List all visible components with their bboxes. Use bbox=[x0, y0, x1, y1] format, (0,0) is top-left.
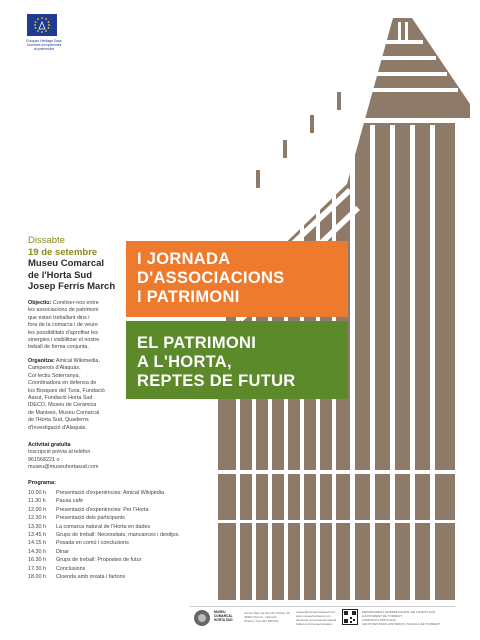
organizers-line: IDECO, Museu de Ceràmica bbox=[28, 402, 97, 409]
program-item bbox=[28, 565, 180, 573]
subtitle-line: REPTES DE FUTUR bbox=[137, 372, 296, 390]
program-item bbox=[28, 573, 180, 581]
objective-line: treball de forma conjunta. bbox=[28, 344, 89, 351]
organizers-line: Assut, Fundació Horta Sud bbox=[28, 395, 93, 402]
objective-line: sinergies i visibilitzar el nostre bbox=[28, 337, 100, 344]
program-activity: Pausa café bbox=[56, 498, 83, 505]
program-item bbox=[28, 556, 180, 564]
program-item bbox=[28, 497, 180, 505]
organizers-line: los Bosques del Turia, Fundació bbox=[28, 387, 105, 394]
title-banner bbox=[126, 241, 348, 317]
footer-web bbox=[296, 610, 336, 626]
venue-line: Josep Ferrís March bbox=[28, 281, 116, 292]
subtitle-line: EL PATRIMONI bbox=[137, 334, 257, 352]
organizers-line: Col·lectiu Soterranya, bbox=[28, 372, 80, 379]
address-line: Telèfon / Fax 961 568 221 bbox=[244, 619, 279, 623]
program-time: 12.30 h bbox=[28, 515, 46, 522]
qr-code-icon bbox=[342, 609, 358, 625]
program-item bbox=[28, 523, 180, 531]
program-time: 14.30 h bbox=[28, 548, 46, 555]
footer-museum-name bbox=[214, 611, 233, 622]
program-item bbox=[28, 506, 180, 514]
program-item bbox=[28, 539, 180, 547]
program-time: 16.30 h bbox=[28, 557, 46, 564]
program-time: 18.00 h bbox=[28, 574, 46, 581]
organizers-line: d'Investigació d'Alaquàs. bbox=[28, 424, 87, 431]
objective-line: les possibilitats d'aprofitar les bbox=[28, 329, 98, 336]
program-item bbox=[28, 548, 180, 556]
museum-name-line: MUSEU bbox=[214, 610, 226, 614]
organizers-line: Camperols d'Alaquàs, bbox=[28, 365, 81, 372]
program-item bbox=[28, 489, 180, 497]
event-venue bbox=[28, 258, 115, 293]
program-time: 10.00 h bbox=[28, 490, 46, 496]
footer-organizations bbox=[362, 610, 440, 626]
program-activity: Grups de treball: Necessitats, mancances i desitjos. bbox=[56, 532, 180, 539]
footer-address bbox=[244, 611, 290, 623]
museum-name-line: COMARCAL bbox=[214, 613, 233, 618]
title-line: D'ASSOCIACIONS bbox=[137, 269, 285, 287]
program-time: 14.15 h bbox=[28, 540, 46, 547]
organizers-label: Organitza: bbox=[28, 358, 55, 364]
address-line: Carrer Mare de Déu de l'Olivar, 30 bbox=[244, 611, 290, 615]
organizers-line: de l'Horta Sud, Quaderns bbox=[28, 417, 89, 424]
heritage-days-line: du patrimoine bbox=[33, 47, 55, 52]
registration-line: Inscripció prèvia al telèfon bbox=[28, 449, 91, 456]
title-line: I JORNADA bbox=[137, 250, 231, 268]
organizers-text: Amical Wikimedia, bbox=[54, 358, 100, 364]
program-list bbox=[28, 489, 180, 581]
objective-line: les associacions de patrimoni bbox=[28, 307, 99, 314]
registration-section bbox=[28, 442, 148, 472]
web-line: twitter.com/museuhortasud bbox=[296, 622, 332, 626]
registration-email: museu@museuhortasud.com bbox=[28, 464, 99, 471]
program-time: 13.30 h bbox=[28, 523, 46, 530]
heritage-days-line: Journées européennes bbox=[26, 43, 62, 48]
web-line: www.museuhortasud.com bbox=[296, 614, 331, 618]
registration-phone: 961568221 o bbox=[28, 456, 60, 463]
org-line: GRUP D'ESTUDIS HISTÒRICS I SOCIALS DE TORRENT bbox=[362, 622, 441, 626]
heritage-days-line: Europan Heritage Days bbox=[26, 39, 62, 43]
program-title: Programa: bbox=[28, 480, 56, 486]
subtitle-banner bbox=[126, 321, 348, 399]
venue-line: Museu Comarcal bbox=[28, 258, 105, 269]
address-line: 46960 Torrent · València bbox=[244, 615, 277, 619]
event-day: Dissabte bbox=[28, 235, 65, 246]
objective-line: fora de la comarca i de veure bbox=[28, 322, 98, 329]
registration-label-text: Activitat gratuïta bbox=[28, 442, 71, 448]
organizers-line: de Manises, Museu Comarcal bbox=[28, 409, 100, 416]
title-banner-text bbox=[137, 250, 284, 307]
museum-name-line: HORTA SUD bbox=[214, 617, 233, 622]
heritage-days-logo bbox=[24, 14, 64, 52]
program-item bbox=[28, 514, 180, 522]
program-activity: Posada en comú i conclusions bbox=[56, 540, 129, 547]
program-activity: Conclusions bbox=[56, 565, 86, 572]
program-item bbox=[28, 531, 180, 539]
heritage-days-text bbox=[24, 39, 64, 52]
org-line: DEPARTAMENT INTERMUNICIPAL DE L'HORTA SUD bbox=[362, 610, 436, 614]
venue-line: de l'Horta Sud bbox=[28, 269, 93, 281]
title-line: I PATRIMONI bbox=[137, 288, 240, 306]
program-time: 12.00 h bbox=[28, 506, 46, 513]
objective-line: que estan treballant dins i bbox=[28, 314, 90, 321]
org-line: AJUNTAMENT DE TORRENT bbox=[362, 614, 403, 618]
footer-divider bbox=[190, 606, 455, 607]
program-activity: Grups de treball: Propostes de futur bbox=[56, 557, 142, 564]
objective-label: Objectiu: bbox=[28, 300, 52, 306]
registration-label bbox=[28, 442, 148, 449]
program-activity: La comarca natural de l'Horta en dades bbox=[56, 523, 151, 530]
program-activity: Presentació d'experiències: Per l'Horta bbox=[56, 506, 149, 513]
eu-flag-icon bbox=[27, 14, 57, 36]
program-time: 17.30 h bbox=[28, 565, 46, 572]
program-activity: Cloenda amb orxata i fartons bbox=[56, 574, 126, 581]
organizers-line: Coordinadora en defensa de bbox=[28, 380, 97, 387]
org-line: FUNDACIÓ HORTA SUD bbox=[362, 618, 396, 622]
museum-logo-icon bbox=[194, 610, 210, 626]
program-time: 13.45 h bbox=[28, 532, 46, 539]
web-line: facebook.com/museuhortasud bbox=[296, 618, 337, 622]
program-activity: Presentació dels participants bbox=[56, 515, 125, 522]
event-date-text: 19 de setembre bbox=[28, 246, 98, 258]
program-activity: Dinar bbox=[56, 548, 69, 555]
program-activity: Presentació d'experiències: Amical Wikipèdia bbox=[56, 490, 164, 496]
web-line: museu@museuhortasud.com bbox=[296, 610, 336, 614]
subtitle-line: A L'HORTA, bbox=[137, 353, 232, 371]
program-time: 11.30 h bbox=[28, 498, 46, 505]
objective-text: Conéixer-nos entre bbox=[51, 300, 99, 306]
subtitle-banner-text bbox=[137, 334, 296, 391]
event-date bbox=[28, 235, 97, 258]
